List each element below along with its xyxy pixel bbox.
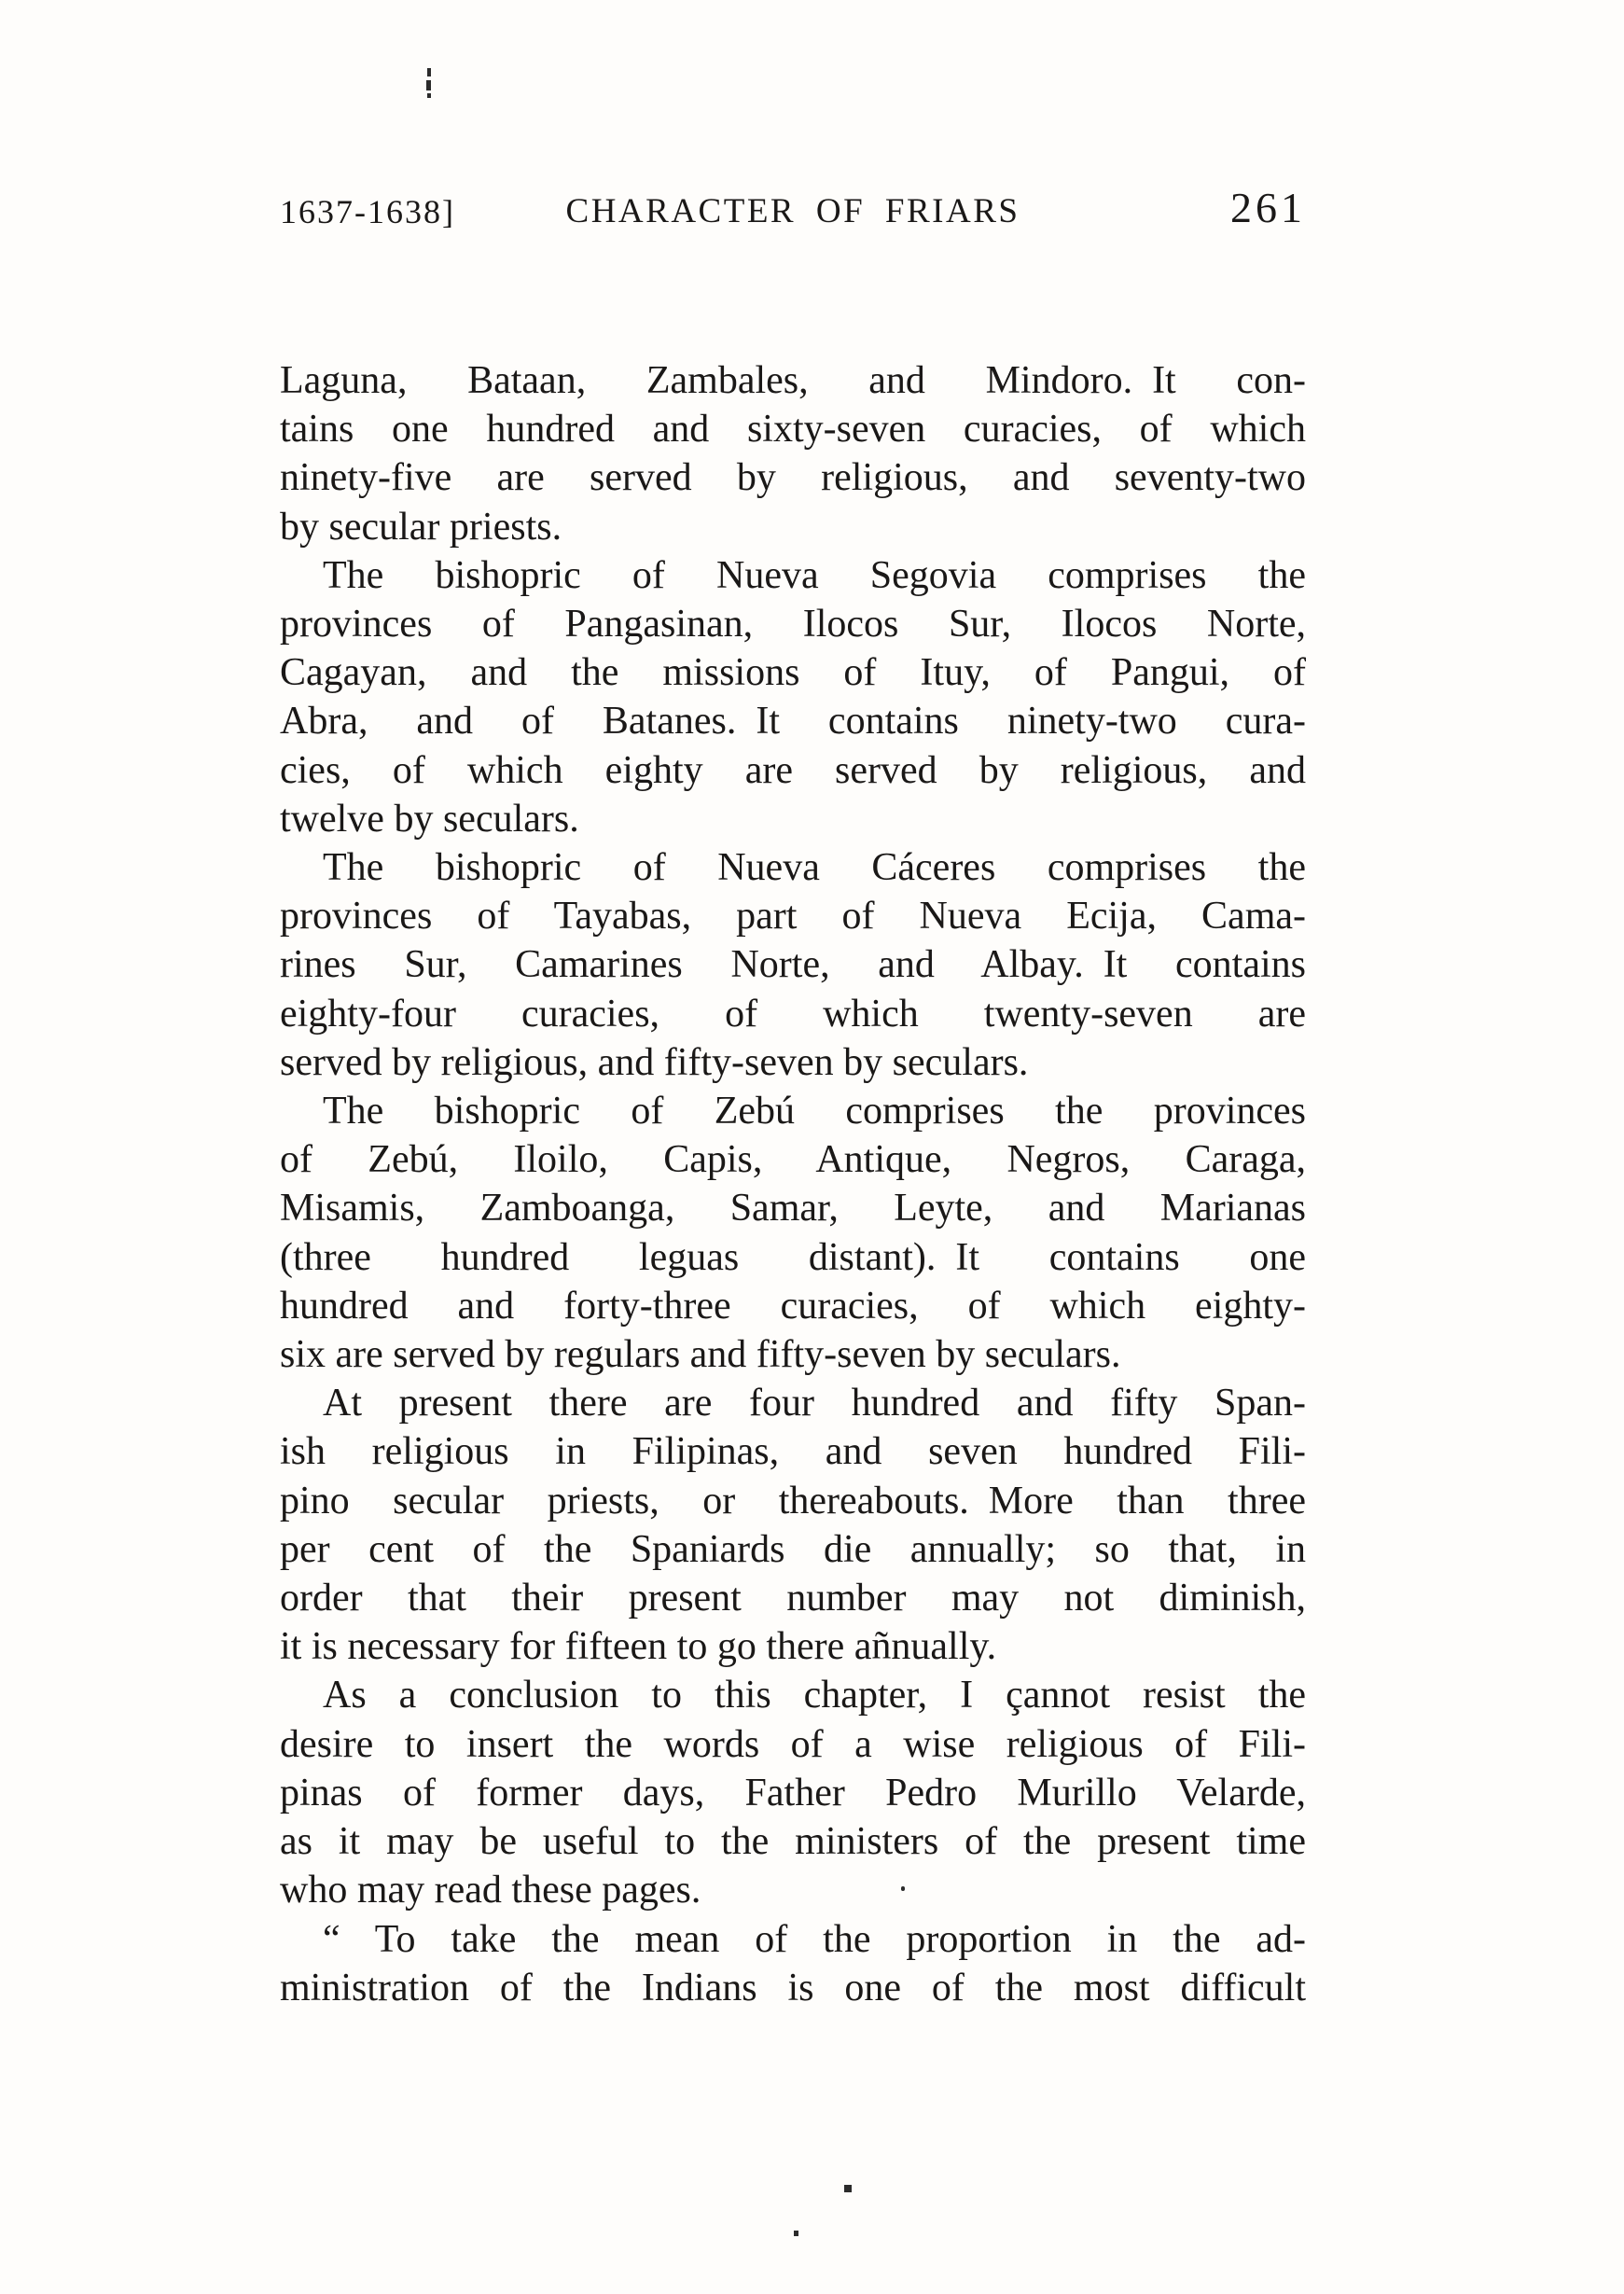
text-line: eighty-four curacies, of which twenty-seven are bbox=[280, 992, 1306, 1036]
text-line: hundred and forty-three curacies, of which eighty- bbox=[280, 1284, 1306, 1328]
text-line: twelve by seculars. bbox=[280, 797, 579, 841]
scan-speck bbox=[901, 1886, 905, 1891]
text-line: per cent of the Spaniards die annually; so that, in bbox=[280, 1527, 1306, 1571]
text-line: Laguna, Bataan, Zambales, and Mindoro. It con- bbox=[280, 359, 1306, 402]
text-line: The bishopric of Zebú comprises the provinces bbox=[323, 1090, 1306, 1133]
scan-speck bbox=[794, 2231, 798, 2236]
scan-speck bbox=[426, 80, 431, 90]
text-line: it is necessary for fifteen to go there añnually. bbox=[280, 1625, 997, 1669]
text-line: desire to insert the words of a wise religious of Fili- bbox=[280, 1722, 1306, 1766]
text-line: At present there are four hundred and fifty Span- bbox=[323, 1382, 1306, 1425]
text-line: (three hundred leguas distant). It contains one bbox=[280, 1235, 1306, 1279]
text-line: ministration of the Indians is one of the most difficult bbox=[280, 1966, 1306, 2009]
text-line: ninety-five are served by religious, and seventy-two bbox=[280, 456, 1306, 500]
text-line: of Zebú, Iloilo, Capis, Antique, Negros, Caraga, bbox=[280, 1138, 1306, 1182]
text-line: pinas of former days, Father Pedro Murillo Velarde, bbox=[280, 1771, 1306, 1814]
text-line: six are served by regulars and fifty-seven by seculars. bbox=[280, 1333, 1121, 1377]
text-line: ish religious in Filipinas, and seven hundred Fili- bbox=[280, 1430, 1306, 1474]
text-line: provinces of Tayabas, part of Nueva Ecija, Cama- bbox=[280, 895, 1306, 938]
text-line: by secular priests. bbox=[280, 505, 562, 549]
scan-speck bbox=[427, 68, 431, 76]
header-date-range: 1637-1638] bbox=[280, 193, 455, 230]
text-line: pino secular priests, or thereabouts. More than three bbox=[280, 1479, 1306, 1522]
text-line: rines Sur, Camarines Norte, and Albay. It contains bbox=[280, 943, 1306, 987]
text-line: As a conclusion to this chapter, I çannot resist the bbox=[323, 1674, 1306, 1717]
page-text-block bbox=[280, 356, 1306, 2012]
text-line: Abra, and of Batanes. It contains ninety-two cura- bbox=[280, 700, 1306, 744]
page-header bbox=[280, 183, 1306, 243]
text-line: tains one hundred and sixty-seven curacies, of which bbox=[280, 408, 1306, 452]
text-line: order that their present number may not diminish, bbox=[280, 1577, 1306, 1620]
text-line: Misamis, Zamboanga, Samar, Leyte, and Marianas bbox=[280, 1187, 1306, 1230]
text-line: who may read these pages. bbox=[280, 1869, 701, 1912]
text-line: served by religious, and fifty-seven by seculars. bbox=[280, 1040, 1029, 1084]
scan-speck bbox=[427, 93, 431, 98]
scan-speck bbox=[844, 2185, 852, 2192]
text-line: provinces of Pangasinan, Ilocos Sur, Ilocos Norte, bbox=[280, 603, 1306, 646]
text-line: Cagayan, and the missions of Ituy, of Pangui, of bbox=[280, 651, 1306, 695]
text-line: The bishopric of Nueva Cáceres comprises the bbox=[323, 846, 1306, 890]
text-line: “ To take the mean of the proportion in the ad- bbox=[323, 1917, 1306, 1961]
text-line: The bishopric of Nueva Segovia comprises the bbox=[323, 553, 1306, 597]
header-page-number: 261 bbox=[1230, 184, 1306, 231]
header-running-title: CHARACTER OF FRIARS bbox=[565, 192, 1020, 230]
text-line: as it may be useful to the ministers of the present time bbox=[280, 1820, 1306, 1864]
text-line: cies, of which eighty are served by religious, and bbox=[280, 748, 1306, 792]
